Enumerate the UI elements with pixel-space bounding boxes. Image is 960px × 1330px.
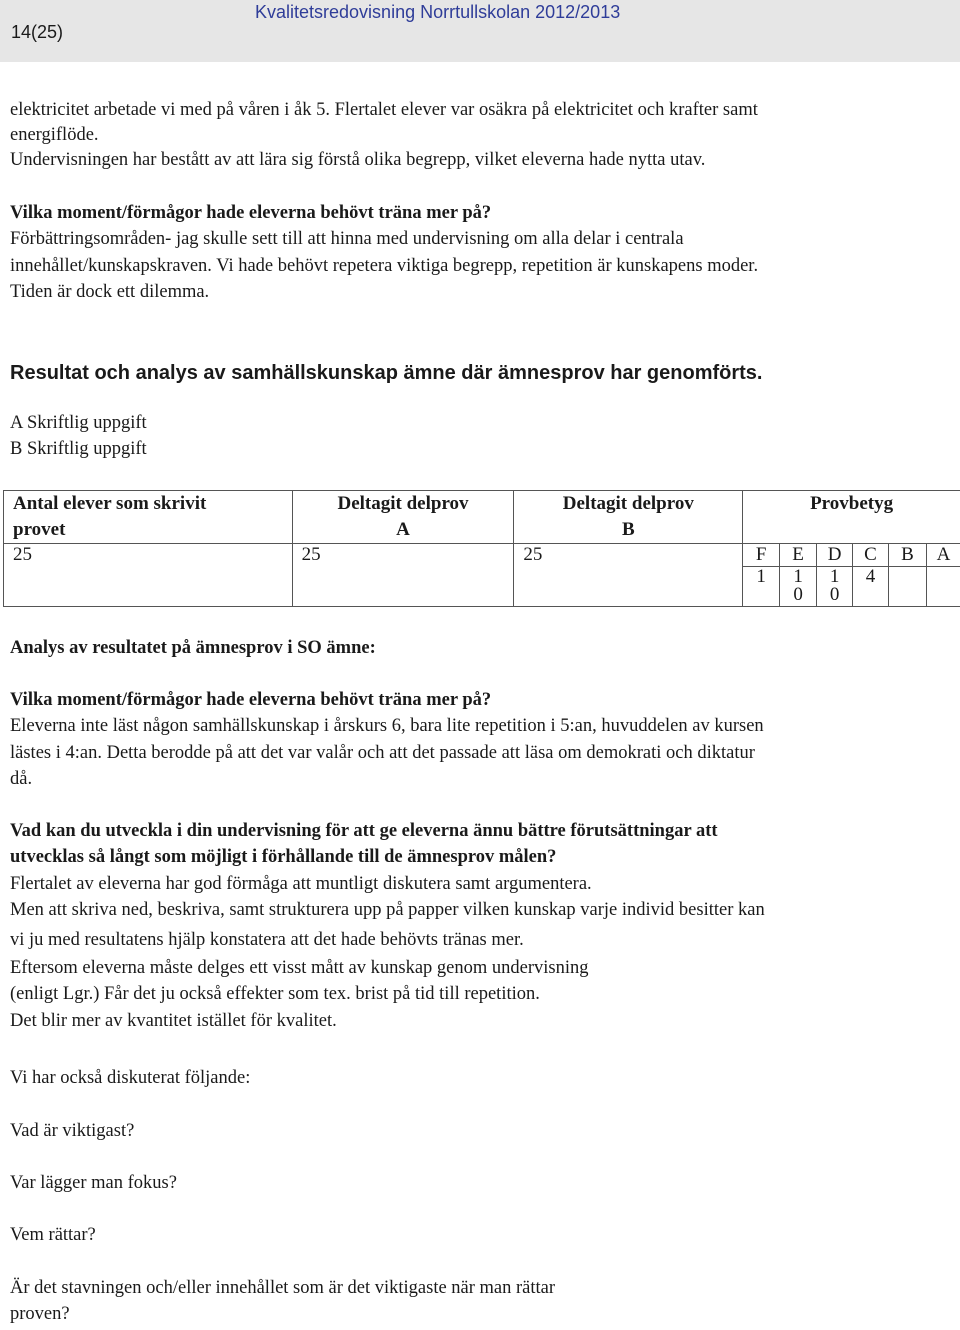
answer-line: Eleverna inte läst någon samhällskunskap i årskurs 6, bara lite repetition i 5:an, huvuddelen av kursen [10, 716, 764, 736]
discussion-question: proven? [10, 1304, 70, 1324]
document-title: Kvalitetsredovisning Norrtullskolan 2012/2013 [255, 2, 621, 22]
answer-line: vi ju med resultatens hjälp konstatera att det hade behövts tränas mer. [10, 930, 524, 950]
grade-label: D [817, 544, 853, 567]
answer-line: Tiden är dock ett dilemma. [10, 282, 210, 302]
header-cell-grade: Provbetyg [743, 491, 960, 544]
answer-line: innehållet/kunskapskraven. Vi hade behövt repetera viktiga begrepp, repetition är kunskapens moder. [10, 256, 759, 276]
header-cell-part-b: Deltagit delprov B [514, 491, 743, 544]
page-header [0, 0, 960, 62]
grade-count-d: 1 0 [817, 567, 853, 607]
grade-label: C [853, 544, 889, 567]
intro-line: elektricitet arbetade vi med på våren i åk 5. Flertalet elever var osäkra på elektricitet och krafter samt [10, 100, 758, 120]
discussion-intro: Vi har också diskuterat följande: [10, 1068, 251, 1088]
cell-count: 25 [4, 544, 293, 607]
grade-count-e: 1 0 [780, 567, 817, 607]
discussion-question: Vad är viktigast? [10, 1121, 135, 1141]
answer-line: lästes i 4:an. Detta berodde på att det var valår och att det passade att läsa om demokrati och diktatur [10, 743, 755, 763]
discussion-question: Är det stavningen och/eller innehållet som är det viktigaste när man rättar [10, 1278, 556, 1298]
task-line: B Skriftlig uppgift [10, 439, 147, 459]
answer-line: då. [10, 769, 33, 789]
header-cell-part-a: Deltagit delprov A [292, 491, 514, 544]
answer-line: Men att skriva ned, beskriva, samt strukturera upp på papper vilken kunskap varje individ besitter kan [10, 900, 765, 920]
section-heading: Resultat och analys av samhällskunskap ämne där ämnesprov har genomförts. [10, 362, 763, 384]
grade-count-f: 1 [743, 567, 780, 607]
answer-line: Förbättringsområden- jag skulle sett till att hinna med undervisning om alla delar i centrala [10, 229, 684, 249]
grade-label: A [926, 544, 960, 567]
grade-count-b [889, 567, 927, 607]
task-line: A Skriftlig uppgift [10, 413, 147, 433]
grade-count-a [926, 567, 960, 607]
question-heading: Vilka moment/förmågor hade eleverna behövt träna mer på? [10, 203, 492, 223]
grade-label: B [889, 544, 927, 567]
answer-line: Flertalet av eleverna har god förmåga att muntligt diskutera samt argumentera. [10, 874, 592, 894]
answer-line: Eftersom eleverna måste delges ett visst mått av kunskap genom undervisning [10, 958, 589, 978]
grade-count-c: 4 [853, 567, 889, 607]
discussion-question: Vem rättar? [10, 1225, 96, 1245]
header-cell-count: Antal elever som skrivit provet [4, 491, 293, 544]
answer-line: (enligt Lgr.) Får det ju också effekter som tex. brist på tid till repetition. [10, 984, 540, 1004]
table-header-row [4, 491, 960, 544]
results-table [3, 490, 960, 607]
cell-part-a: 25 [292, 544, 514, 607]
intro-line: Undervisningen har bestått av att lära sig förstå olika begrepp, vilket eleverna hade nytta utav. [10, 150, 706, 170]
answer-line: Det blir mer av kvantitet istället för kvalitet. [10, 1011, 337, 1031]
question-heading: utvecklas så långt som möjligt i förhållande till de ämnesprov målen? [10, 847, 557, 867]
intro-line: energiflöde. [10, 125, 99, 145]
analysis-heading: Analys av resultatet på ämnesprov i SO ämne: [10, 638, 376, 658]
question-heading: Vilka moment/förmågor hade eleverna behövt träna mer på? [10, 690, 492, 710]
cell-part-b: 25 [514, 544, 743, 607]
table-row [4, 544, 960, 567]
grade-label: F [743, 544, 780, 567]
discussion-question: Var lägger man fokus? [10, 1173, 177, 1193]
question-heading: Vad kan du utveckla i din undervisning för att ge eleverna ännu bättre förutsättningar att [10, 821, 718, 841]
page-number: 14(25) [11, 22, 64, 42]
grade-label: E [780, 544, 817, 567]
